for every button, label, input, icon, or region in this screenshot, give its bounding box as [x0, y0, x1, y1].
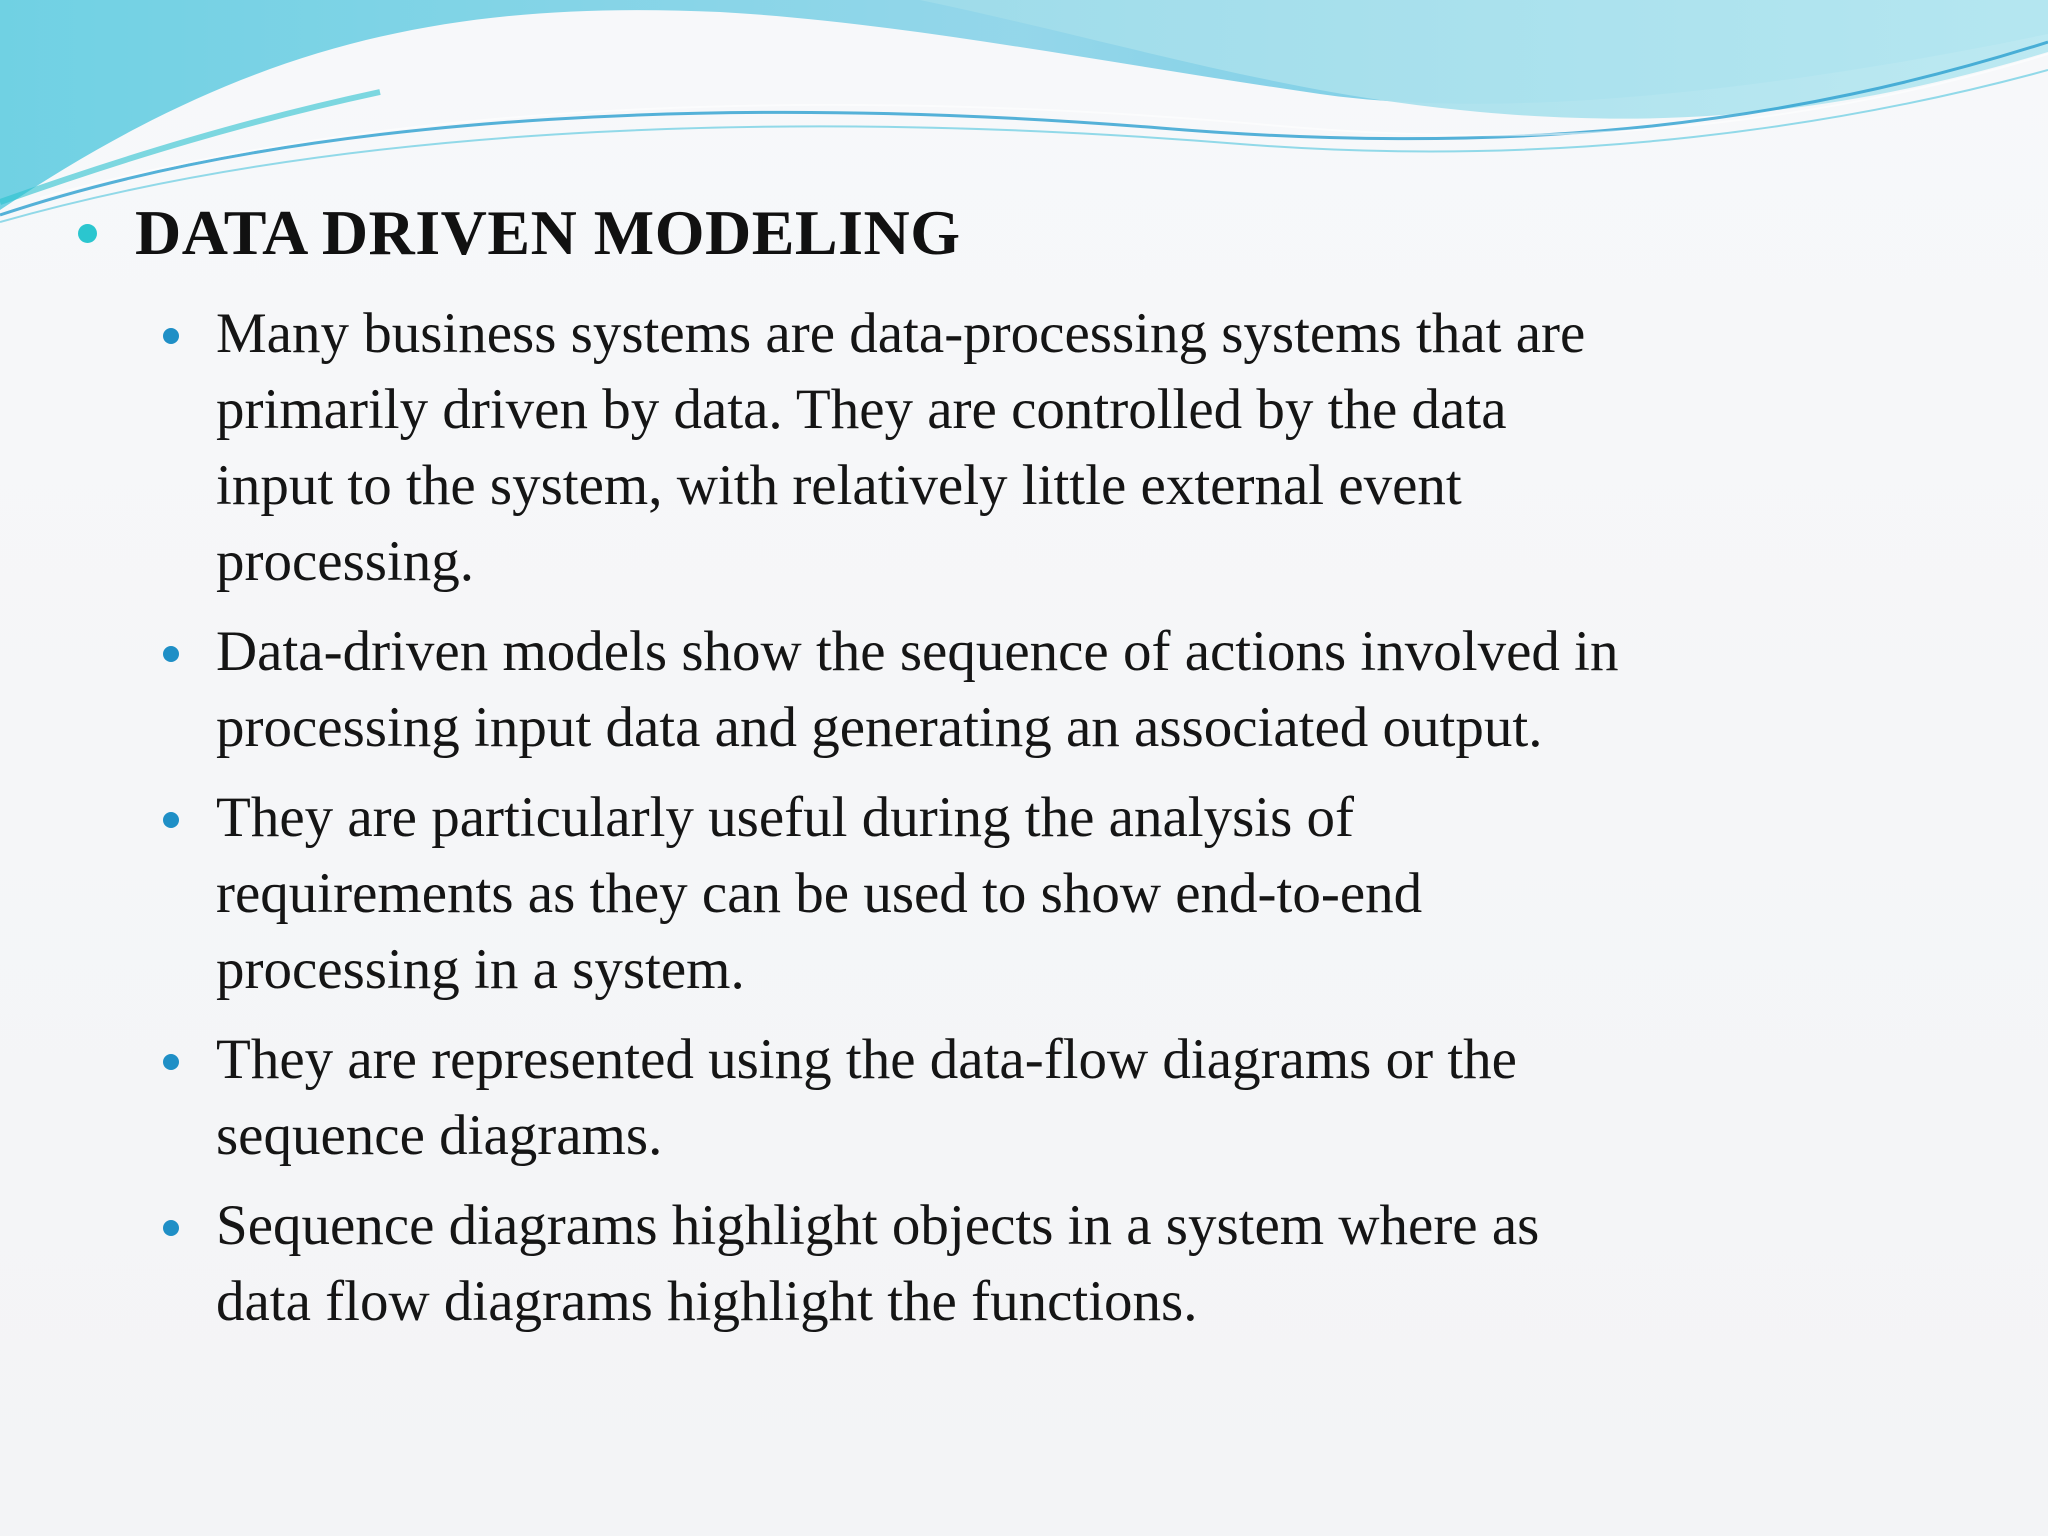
bullet-icon: [163, 328, 179, 344]
bullet-icon: [163, 1220, 179, 1236]
list-item: [163, 780, 1863, 1008]
list-item: [163, 614, 1863, 766]
bullet-line: data flow diagrams highlight the functions.: [216, 1270, 1198, 1333]
bullet-icon: [163, 646, 179, 662]
bullet-line: processing in a system.: [216, 938, 745, 1001]
heading-bullet-icon: [78, 224, 97, 243]
bullet-line: processing.: [216, 530, 475, 593]
bullet-line: Sequence diagrams highlight objects in a system where as: [216, 1194, 1540, 1257]
list-item: [163, 1188, 1863, 1340]
bullet-line: They are represented using the data-flow diagrams or the: [216, 1028, 1517, 1091]
bullet-icon: [163, 812, 179, 828]
bullet-line: requirements as they can be used to show end-to-end: [216, 862, 1423, 925]
heading-row: [78, 196, 960, 270]
list-item: [163, 296, 1863, 600]
bullet-list: [163, 296, 1863, 1354]
slide-heading: DATA DRIVEN MODELING: [135, 197, 961, 268]
bullet-line: Data-driven models show the sequence of actions involved in: [216, 620, 1619, 683]
list-item: [163, 1022, 1863, 1174]
bullet-line: primarily driven by data. They are controlled by the data: [216, 378, 1507, 441]
bullet-line: processing input data and generating an associated output.: [216, 696, 1543, 759]
bullet-line: input to the system, with relatively little external event: [216, 454, 1462, 517]
bullet-line: Many business systems are data-processing systems that are: [216, 302, 1586, 365]
bullet-icon: [163, 1054, 179, 1070]
bullet-line: They are particularly useful during the analysis of: [216, 786, 1355, 849]
bullet-line: sequence diagrams.: [216, 1104, 663, 1167]
